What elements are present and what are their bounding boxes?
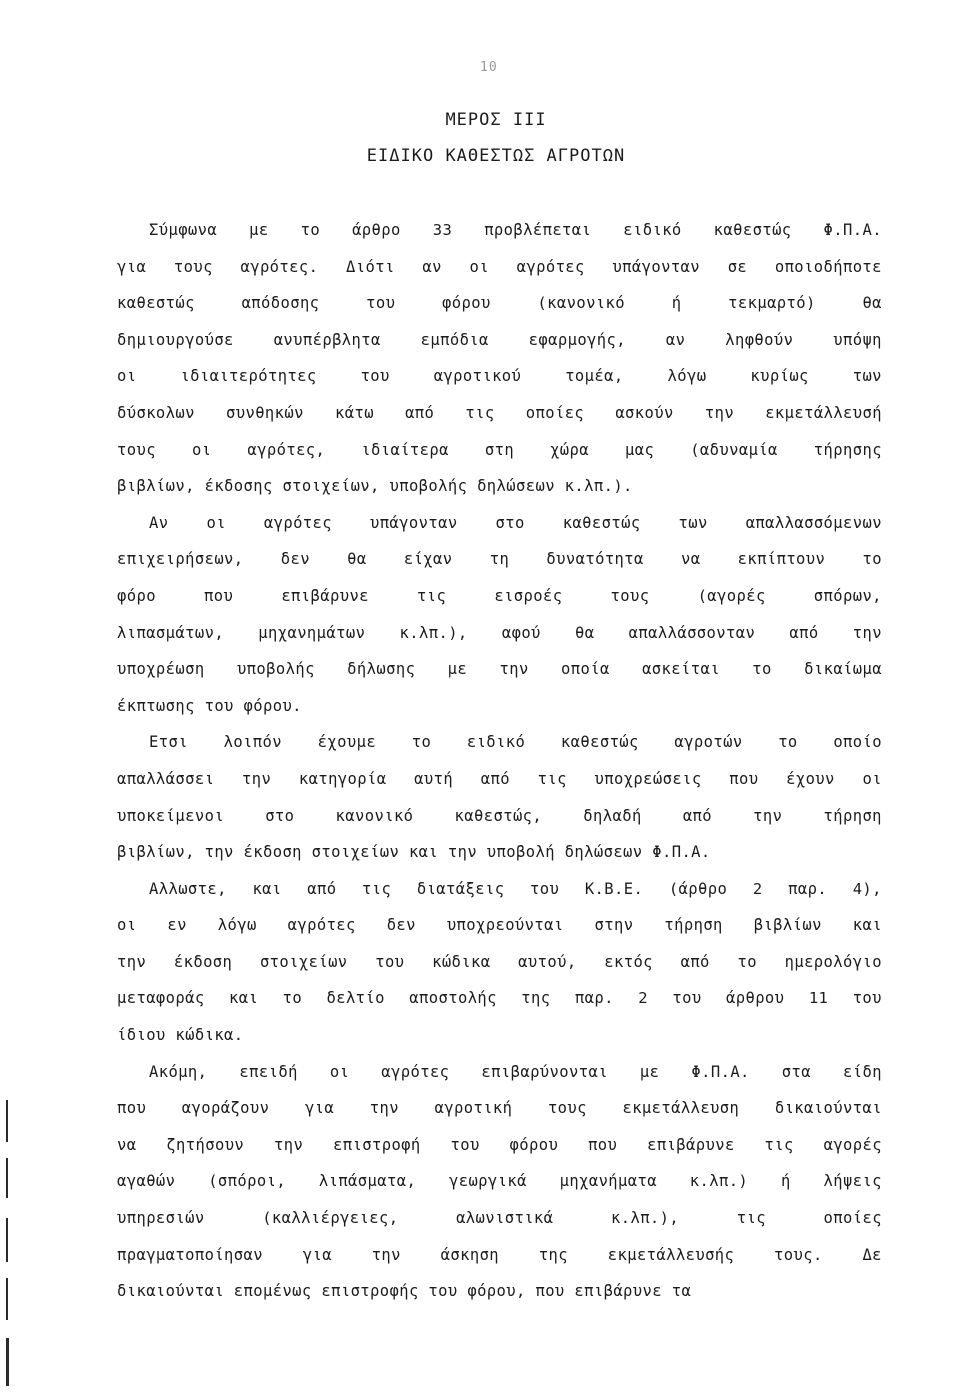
word: και — [852, 916, 882, 935]
text-line-content: βιβλίων, έκδοσης στοιχείων, υποβολής δηλώσεων κ.λπ.). — [117, 477, 633, 496]
word: αγρότες — [516, 257, 585, 276]
word: από — [682, 806, 713, 825]
word: Αν — [149, 513, 169, 532]
word: λιπάσματα, — [318, 1172, 417, 1191]
word: υπόψη — [833, 330, 882, 349]
word: οι — [117, 367, 137, 386]
word: οι — [469, 257, 489, 276]
word: δυνατότητα — [546, 550, 644, 569]
word: αποστολής — [409, 989, 497, 1008]
word: τους. — [774, 1245, 823, 1264]
word: Φ.Π.Α. — [691, 1062, 750, 1081]
word: αγρότες — [381, 1062, 450, 1081]
word: (καλλιέργειες, — [262, 1209, 399, 1228]
word: αγορές — [823, 1135, 882, 1154]
section-title: ΕΙΔΙΚΟ ΚΑΘΕΣΤΩΣ ΑΓΡΟΤΩΝ — [366, 146, 626, 166]
word: 33 — [432, 221, 453, 239]
word: του — [852, 989, 882, 1008]
word: άσκηση — [440, 1245, 500, 1264]
word: των — [678, 513, 708, 532]
word: αγαθών — [117, 1172, 176, 1191]
word: προβλέπεται — [484, 221, 592, 239]
word: εκτός — [604, 952, 653, 971]
word: αγροτών — [674, 733, 743, 752]
word: που — [588, 1135, 618, 1154]
word: δήλωσης — [347, 660, 416, 679]
word: εισροές — [494, 586, 563, 605]
word: οι — [117, 916, 137, 935]
word: την — [369, 1099, 399, 1118]
word: ασκείται — [642, 660, 720, 679]
text-line — [117, 511, 882, 548]
word: δημιουργούσε — [117, 330, 234, 349]
word: της — [538, 1245, 568, 1264]
word: οποία — [561, 660, 610, 679]
word: τομέα, — [565, 367, 624, 386]
text-line — [117, 401, 882, 438]
text-line-content: βιβλίων, την έκδοση στοιχείων και την υποβολή δηλώσεων Φ.Π.Α. — [117, 843, 711, 862]
word: Αλλωστε, — [149, 879, 227, 898]
word: απόδοσης — [241, 294, 320, 313]
word: εμπόδια — [420, 330, 489, 349]
word: της — [521, 989, 551, 1008]
word: τις — [417, 586, 447, 605]
word: στα — [781, 1062, 811, 1081]
word: το — [411, 733, 432, 752]
word: 4), — [852, 879, 882, 898]
word: ιδιαιτερότητες — [180, 367, 317, 386]
word: άρθρο — [352, 221, 401, 239]
word: επειδή — [239, 1062, 298, 1081]
scan-margin-marks — [0, 1080, 14, 1397]
word: με — [639, 1062, 660, 1081]
word: τις — [362, 879, 392, 898]
word: εκπίπτουν — [737, 550, 826, 569]
word: κ.λπ.) — [689, 1172, 749, 1191]
word: λοιπόν — [223, 733, 282, 752]
word: τους — [173, 257, 213, 276]
word: χώρα — [550, 440, 589, 459]
word: αγρότες, — [247, 440, 326, 459]
word: ληφθούν — [725, 330, 794, 349]
word: να — [680, 550, 701, 569]
text-line — [117, 438, 882, 475]
word: θα — [347, 550, 367, 569]
word: στο — [265, 806, 295, 825]
word: του — [366, 294, 396, 313]
word: την — [499, 660, 529, 679]
word: απαλλασσόμενων — [745, 513, 882, 532]
page-number: 10 — [480, 60, 498, 75]
word: κώδικα — [432, 952, 491, 971]
word: υπάγονταν — [612, 257, 701, 276]
word: παρ. — [788, 879, 828, 898]
word: (αγορές — [697, 586, 766, 605]
word: οποίο — [833, 733, 882, 752]
word: συνθηκών — [226, 403, 304, 422]
word: τις — [465, 403, 495, 422]
word: 2 — [638, 989, 648, 1008]
word: θα — [862, 294, 882, 313]
word: κάτω — [335, 403, 374, 422]
text-line-content: δικαιούνται επομένως επιστροφής του φόρου, που επιβάρυνε τα — [117, 1282, 692, 1301]
text-line — [117, 1023, 882, 1060]
word: γεωργικά — [448, 1172, 527, 1191]
text-line — [117, 218, 882, 255]
word: επιχειρήσεων, — [117, 550, 244, 569]
word: του — [360, 367, 390, 386]
word: έκδοση — [173, 952, 233, 971]
word: επιστροφή — [333, 1135, 421, 1154]
word: ανυπέρβλητα — [273, 330, 381, 349]
word: διατάξεις — [416, 879, 505, 898]
word: δικαίωμα — [804, 660, 882, 679]
word: του — [375, 952, 405, 971]
text-line — [117, 950, 882, 987]
word: του — [450, 1135, 480, 1154]
word: Κ.Β.Ε. — [584, 879, 644, 898]
word: μηχανημάτων — [258, 623, 366, 642]
word: στο — [495, 513, 525, 532]
word: (άρθρο — [668, 879, 728, 898]
word: τήρησης — [813, 440, 882, 459]
word: λήψεις — [823, 1172, 882, 1191]
word: αγρότες. — [240, 257, 319, 276]
word: αγρότες — [263, 513, 332, 532]
word: ειδικό — [466, 733, 526, 752]
word: από — [680, 952, 710, 971]
word: που — [204, 586, 234, 605]
word: την — [852, 623, 882, 642]
word: ιδιαίτερα — [361, 440, 449, 459]
word: είχαν — [403, 550, 453, 569]
word: οποίες — [525, 403, 585, 422]
word: τεκμαρτό) — [728, 294, 816, 313]
word: φόρου — [442, 294, 491, 313]
part-heading: ΜΕΡΟΣ III — [445, 110, 547, 130]
word: θα — [575, 623, 595, 642]
word: μας — [625, 440, 655, 459]
word: (σπόροι, — [208, 1172, 287, 1191]
text-line — [117, 913, 882, 950]
word: του — [530, 879, 560, 898]
word: δεν — [280, 550, 310, 569]
word: Φ.Π.Α. — [823, 221, 882, 239]
word: επιβαρύνονται — [481, 1062, 608, 1081]
text-line — [117, 767, 882, 804]
word: στοιχείων — [259, 952, 348, 971]
word: υποβολής — [236, 660, 315, 679]
word: μηχανήματα — [559, 1172, 657, 1191]
word: εκμετάλλευσή — [765, 403, 882, 422]
word: Ετσι — [149, 733, 188, 752]
word: τους — [117, 440, 156, 459]
word: το — [300, 221, 321, 239]
word: και — [252, 879, 282, 898]
word: για — [117, 257, 147, 276]
word: δελτίο — [326, 989, 385, 1008]
word: κ.λπ.), — [611, 1209, 680, 1228]
word: την — [371, 1245, 401, 1264]
text-line — [117, 657, 882, 694]
word: που — [117, 1099, 147, 1118]
word: υποκείμενοι — [117, 806, 225, 825]
word: άρθρου — [726, 989, 785, 1008]
text-line — [117, 986, 882, 1023]
word: δηλαδή — [583, 806, 642, 825]
word: υποχρεούνται — [446, 916, 564, 935]
text-line — [117, 474, 882, 511]
word: ημερολόγιο — [784, 952, 882, 971]
word: αφού — [501, 623, 541, 642]
word: για — [302, 1245, 332, 1264]
word: σπόρων, — [813, 586, 882, 605]
word: στη — [484, 440, 515, 459]
word: εφαρμογής, — [528, 330, 626, 349]
word: σε — [727, 257, 748, 276]
word: τήρηση — [664, 916, 723, 935]
word: επιβάρυνε — [281, 586, 369, 605]
word: από — [480, 769, 510, 788]
word: οι — [191, 440, 212, 459]
word: τις — [764, 1135, 794, 1154]
text-line — [117, 1060, 882, 1097]
word: αγρότες — [287, 916, 356, 935]
text-line — [117, 584, 882, 621]
word: το — [752, 660, 772, 679]
word: για — [304, 1099, 335, 1118]
text-line — [117, 1096, 882, 1133]
text-line-content: ίδιου κώδικα. — [117, 1026, 244, 1045]
word: ασκούν — [615, 403, 674, 422]
word: οι — [862, 769, 882, 788]
word: από — [405, 403, 435, 422]
word: 11 — [808, 989, 829, 1008]
word: λόγω — [667, 367, 707, 386]
word: τις — [537, 769, 567, 788]
text-line — [117, 804, 882, 841]
text-line — [117, 328, 882, 365]
word: απαλλάσσει — [117, 769, 215, 788]
word: το — [737, 952, 757, 971]
word: κ.λπ.), — [399, 623, 468, 642]
word: πραγματοποίησαν — [117, 1245, 263, 1264]
word: καθεστώς — [713, 221, 792, 239]
word: του — [672, 989, 702, 1008]
text-line — [117, 547, 882, 584]
word: μεταφοράς — [117, 989, 205, 1008]
word: απαλλάσσονταν — [628, 623, 756, 642]
word: τη — [489, 550, 510, 569]
word: την — [753, 806, 783, 825]
word: 2 — [752, 879, 763, 898]
word: ή — [780, 1172, 791, 1191]
text-line — [117, 291, 882, 328]
word: υπηρεσιών — [117, 1209, 205, 1228]
text-line — [117, 1169, 882, 1206]
text-line — [117, 1206, 882, 1243]
text-line — [117, 840, 882, 877]
word: με — [447, 660, 468, 679]
word: κατηγορία — [298, 769, 387, 788]
word: οι — [329, 1062, 350, 1081]
word: έχουμε — [317, 733, 377, 752]
word: τους — [610, 586, 650, 605]
word: παρ. — [574, 989, 614, 1008]
word: εν — [167, 916, 187, 935]
word: λιπασμάτων, — [117, 623, 225, 642]
text-line — [117, 255, 882, 292]
text-line — [117, 730, 882, 767]
word: φόρο — [117, 586, 156, 605]
word: με — [249, 221, 269, 239]
word: καθεστώς, — [454, 806, 543, 825]
word: το — [778, 733, 798, 752]
word: φόρου — [509, 1135, 559, 1154]
word: είδη — [843, 1062, 882, 1081]
word: αγοράζουν — [181, 1099, 270, 1118]
word: υποχρεώσεις — [594, 769, 702, 788]
word: οποιοδήποτε — [774, 257, 882, 276]
word: επιβάρυνε — [647, 1135, 735, 1154]
text-line — [117, 1243, 882, 1280]
word: που — [729, 769, 759, 788]
word: των — [852, 367, 882, 386]
word: τις — [736, 1209, 766, 1228]
word: αν — [422, 257, 442, 276]
word: κανονικό — [335, 806, 414, 825]
word: εκμετάλλευση — [622, 1099, 740, 1118]
word: καθεστώς — [117, 294, 195, 313]
word: δεν — [386, 916, 416, 935]
word: Ακόμη, — [149, 1062, 208, 1081]
word: και — [229, 989, 259, 1008]
word: ή — [671, 294, 682, 313]
text-line — [117, 1279, 882, 1316]
word: Διότι — [346, 257, 395, 276]
text-line — [117, 694, 882, 731]
word: οι — [206, 513, 226, 532]
word: δύσκολων — [117, 403, 195, 422]
word: τους — [547, 1099, 587, 1118]
text-line — [117, 364, 882, 401]
word: αγροτική — [434, 1099, 513, 1118]
word: Σύμφωνα — [149, 221, 218, 239]
text-line — [117, 877, 882, 914]
text-line — [117, 1133, 882, 1170]
word: Δε — [862, 1245, 882, 1264]
word: βιβλίων — [753, 916, 822, 935]
word: αλωνιστικά — [456, 1209, 554, 1228]
word: αυτή — [414, 769, 454, 788]
word: λόγω — [217, 916, 257, 935]
word: (κανονικό — [537, 294, 625, 313]
word: από — [789, 623, 819, 642]
word: ειδικό — [623, 221, 682, 239]
word: έχουν — [786, 769, 835, 788]
word: υποχρέωση — [117, 660, 205, 679]
body-text — [117, 218, 882, 1316]
word: υπάγονταν — [369, 513, 458, 532]
word: κυρίως — [750, 367, 809, 386]
word: τήρηση — [823, 806, 882, 825]
word: καθεστώς — [560, 733, 639, 752]
text-line-content: έκπτωσης του φόρου. — [117, 696, 302, 715]
word: την — [274, 1135, 304, 1154]
word: εκμετάλλευσής — [607, 1245, 735, 1264]
word: καθεστώς — [562, 513, 641, 532]
word: την — [704, 403, 735, 422]
word: δικαιούνται — [774, 1099, 882, 1118]
word: να — [117, 1135, 137, 1154]
word: στην — [594, 916, 634, 935]
word: ζητήσουν — [166, 1135, 245, 1154]
word: αγροτικού — [433, 367, 522, 386]
word: οποίες — [823, 1209, 882, 1228]
word: την — [242, 769, 272, 788]
word: (αδυναμία — [690, 440, 778, 459]
word: την — [117, 952, 147, 971]
word: το — [282, 989, 303, 1008]
text-line — [117, 621, 882, 658]
word: από — [307, 879, 337, 898]
word: το — [862, 550, 882, 569]
word: αυτού, — [518, 952, 577, 971]
word: αν — [665, 330, 686, 349]
